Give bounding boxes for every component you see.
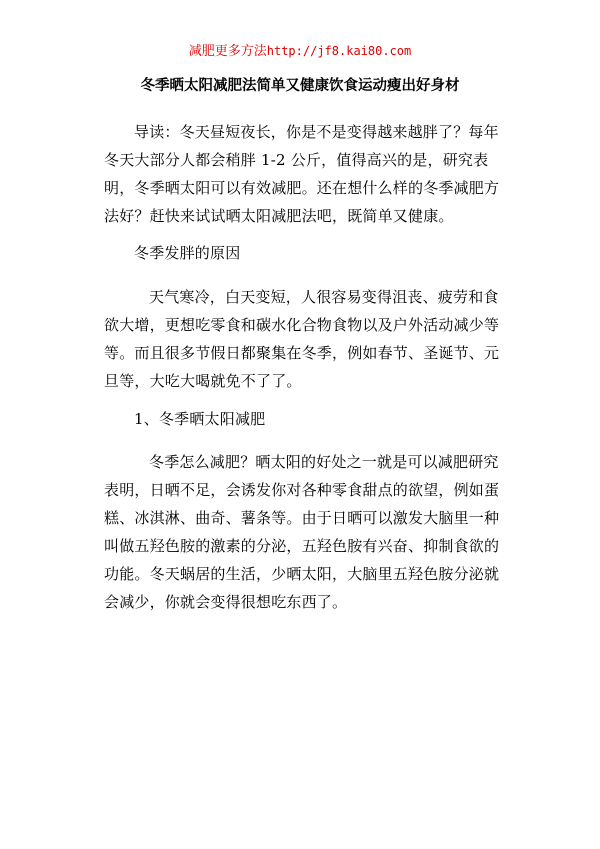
causes-paragraph: 天气寒冷，白天变短，人很容易变得沮丧、疲劳和食欲大增，更想吃零食和碳水化合物食物以及户外活动减少等等。而且很多节假日都聚集在冬季，例如春节、圣诞节、元旦等，大吃大喝就免不了了。 (104, 288, 500, 390)
section-heading-causes: 冬季发胖的原因 (134, 244, 241, 262)
header-label: 减肥更多方法 (188, 44, 267, 59)
sunbathing-paragraph: 冬季怎么减肥？晒太阳的好处之一就是可以减肥研究表明，日晒不足，会诱发你对各种零食甜点的欲望，例如蛋糕、冰淇淋、曲奇、薯条等。由于日晒可以激发大脑里一种叫做五羟色胺的激素的分泌，五羟色胺有兴奋、抑制食欲的功能。冬天蜗居的生活，少晒太阳，大脑里五羟色胺分泌就会减少，你就会变得很想吃东西了。 (104, 453, 500, 611)
section-heading-sunbathing: 1、冬季晒太阳减肥 (134, 410, 266, 428)
article-title: 冬季晒太阳减肥法简单又健康饮食运动瘦出好身材 (140, 78, 460, 94)
intro-paragraph: 导读：冬天昼短夜长，你是不是变得越来越胖了？每年冬天大部分人都会稍胖 1-2 公斤，值得高兴的是，研究表明，冬季晒太阳可以有效减肥。还在想什么样的冬季减肥方法好？赶快来试试晒太阳减肥法吧，既简单又健康。 (104, 123, 500, 225)
page-header (0, 43, 600, 60)
header-url-link[interactable]: http://jf8.kai80.com (266, 44, 412, 58)
